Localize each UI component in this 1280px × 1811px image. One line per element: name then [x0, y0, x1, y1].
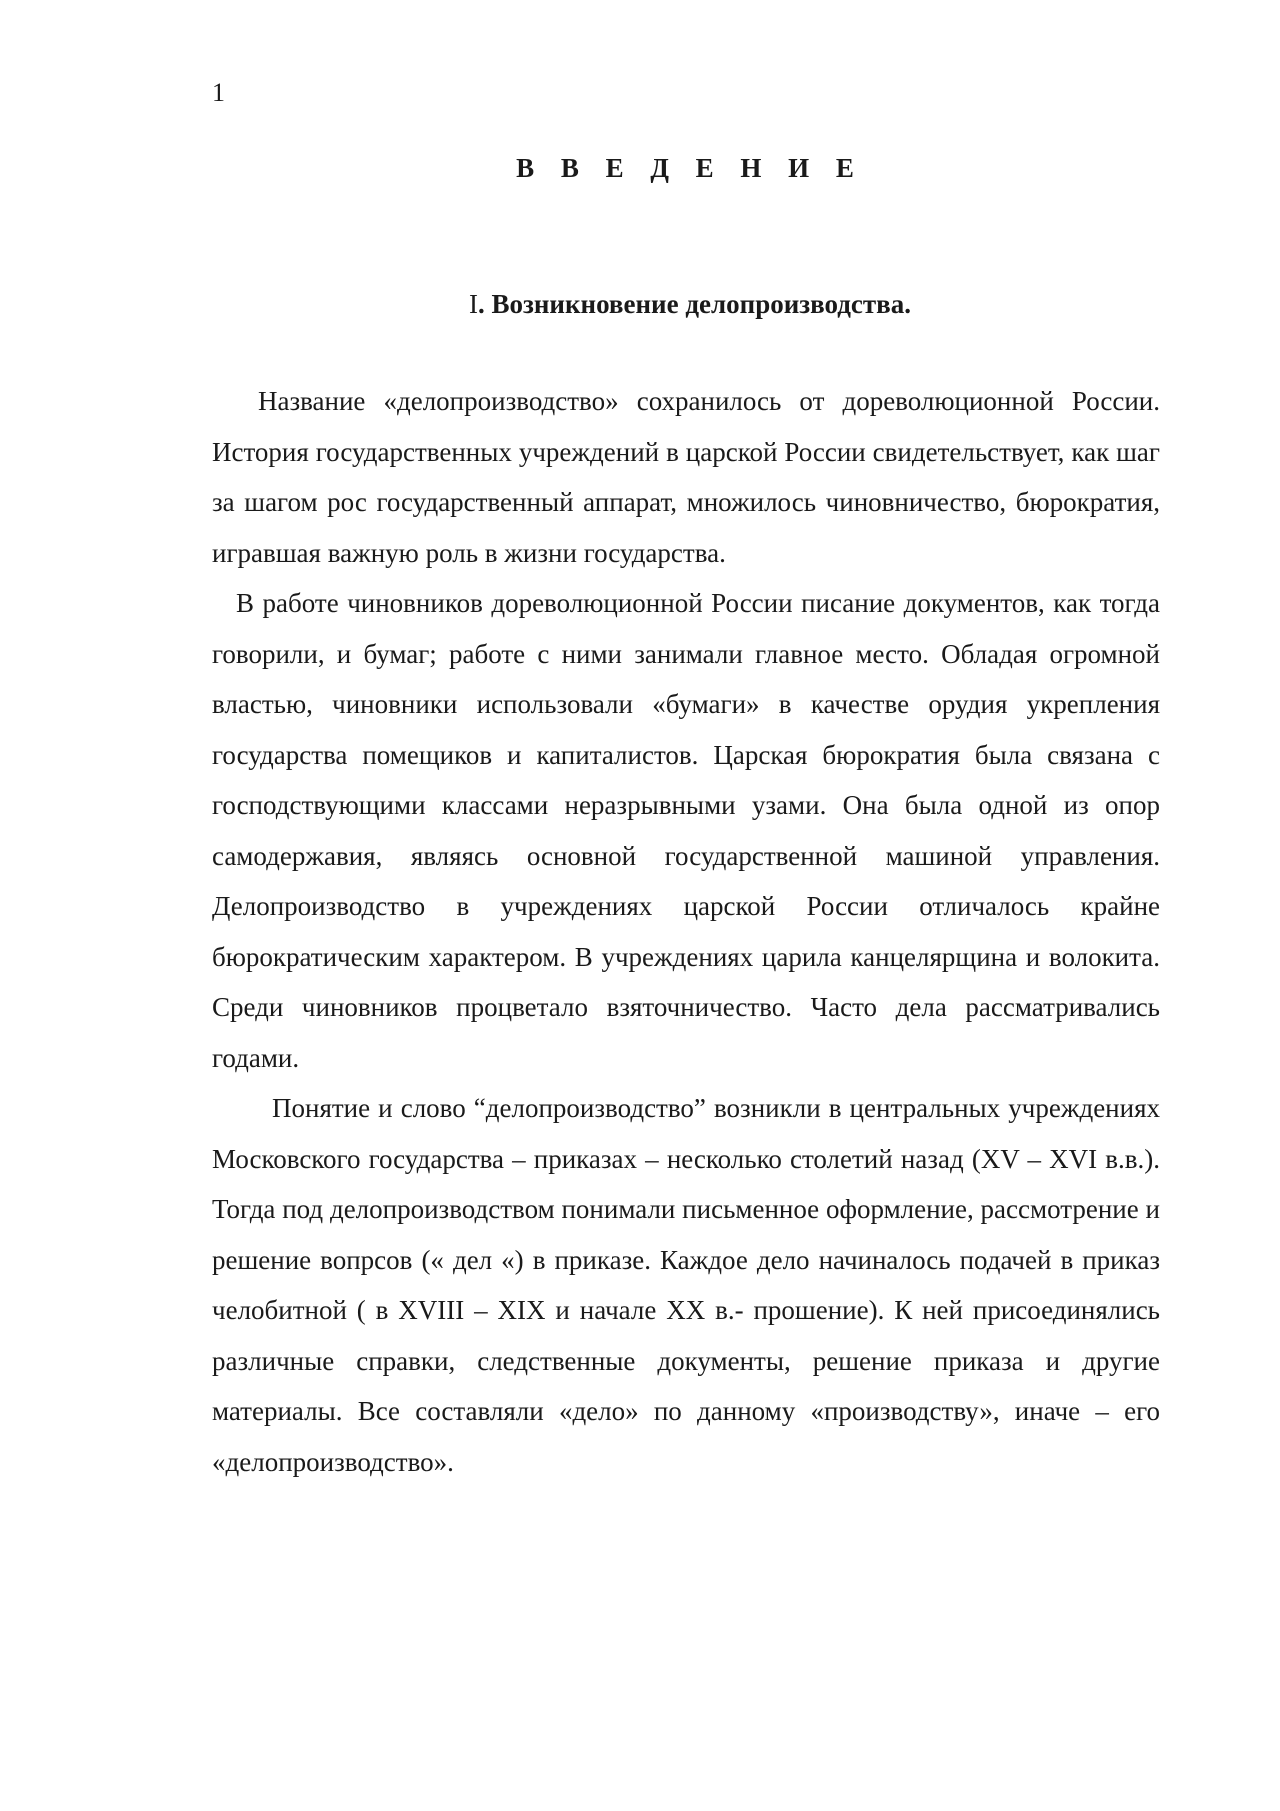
section-number: I	[469, 289, 479, 319]
document-title: В В Е Д Е Н И Е	[516, 153, 864, 183]
body-text	[212, 376, 1160, 1487]
page-number: 1	[212, 78, 225, 107]
section-heading	[0, 288, 1280, 320]
paragraph: В работе чиновников дореволюционной России писание документов, как тогда говорили, и бумаг; работе с ними занимали главное место. Обладая огромной властью, чиновники использовали «бумаги» в качестве орудия укрепления государства помещиков и капиталистов. Царская бюрократия была связана с господствующими классами неразрывными узами. Она была одной из опор самодержавия, являясь основной государственной машиной управления. Делопроизводство в учреждениях царской России отличалось крайне бюрократическим характером. В учреждениях царила канцелярщина и волокита. Среди чиновников процветало взяточничество. Часто дела рассматривались годами.	[212, 588, 1160, 1073]
paragraph: Название «делопроизводство» сохранилось от дореволюционной России. История государственных учреждений в царской России свидетельствует, как шаг за шагом рос государственный аппарат, множилось чиновничество, бюрократия, игравшая важную роль в жизни государства.	[212, 386, 1160, 568]
paragraph: Понятие и слово “делопроизводство” возникли в центральных учреждениях Московского государства – приказах – несколько столетий назад (XV – XVI в.в.). Тогда под делопроизводством понимали письменное оформление, рассмотрение и решение вопрсов (« дел «) в приказе. Каждое дело начиналось подачей в приказ челобитной ( в XVIII – XIX и начале XX в.- прошение). К ней присоединялись различные справки, следственные документы, решение приказа и другие материалы. Все составляли «дело» по данному «производству», иначе – его «делопроизводство».	[212, 1093, 1160, 1477]
section-title: . Возникновение делопроизводства.	[478, 289, 911, 319]
